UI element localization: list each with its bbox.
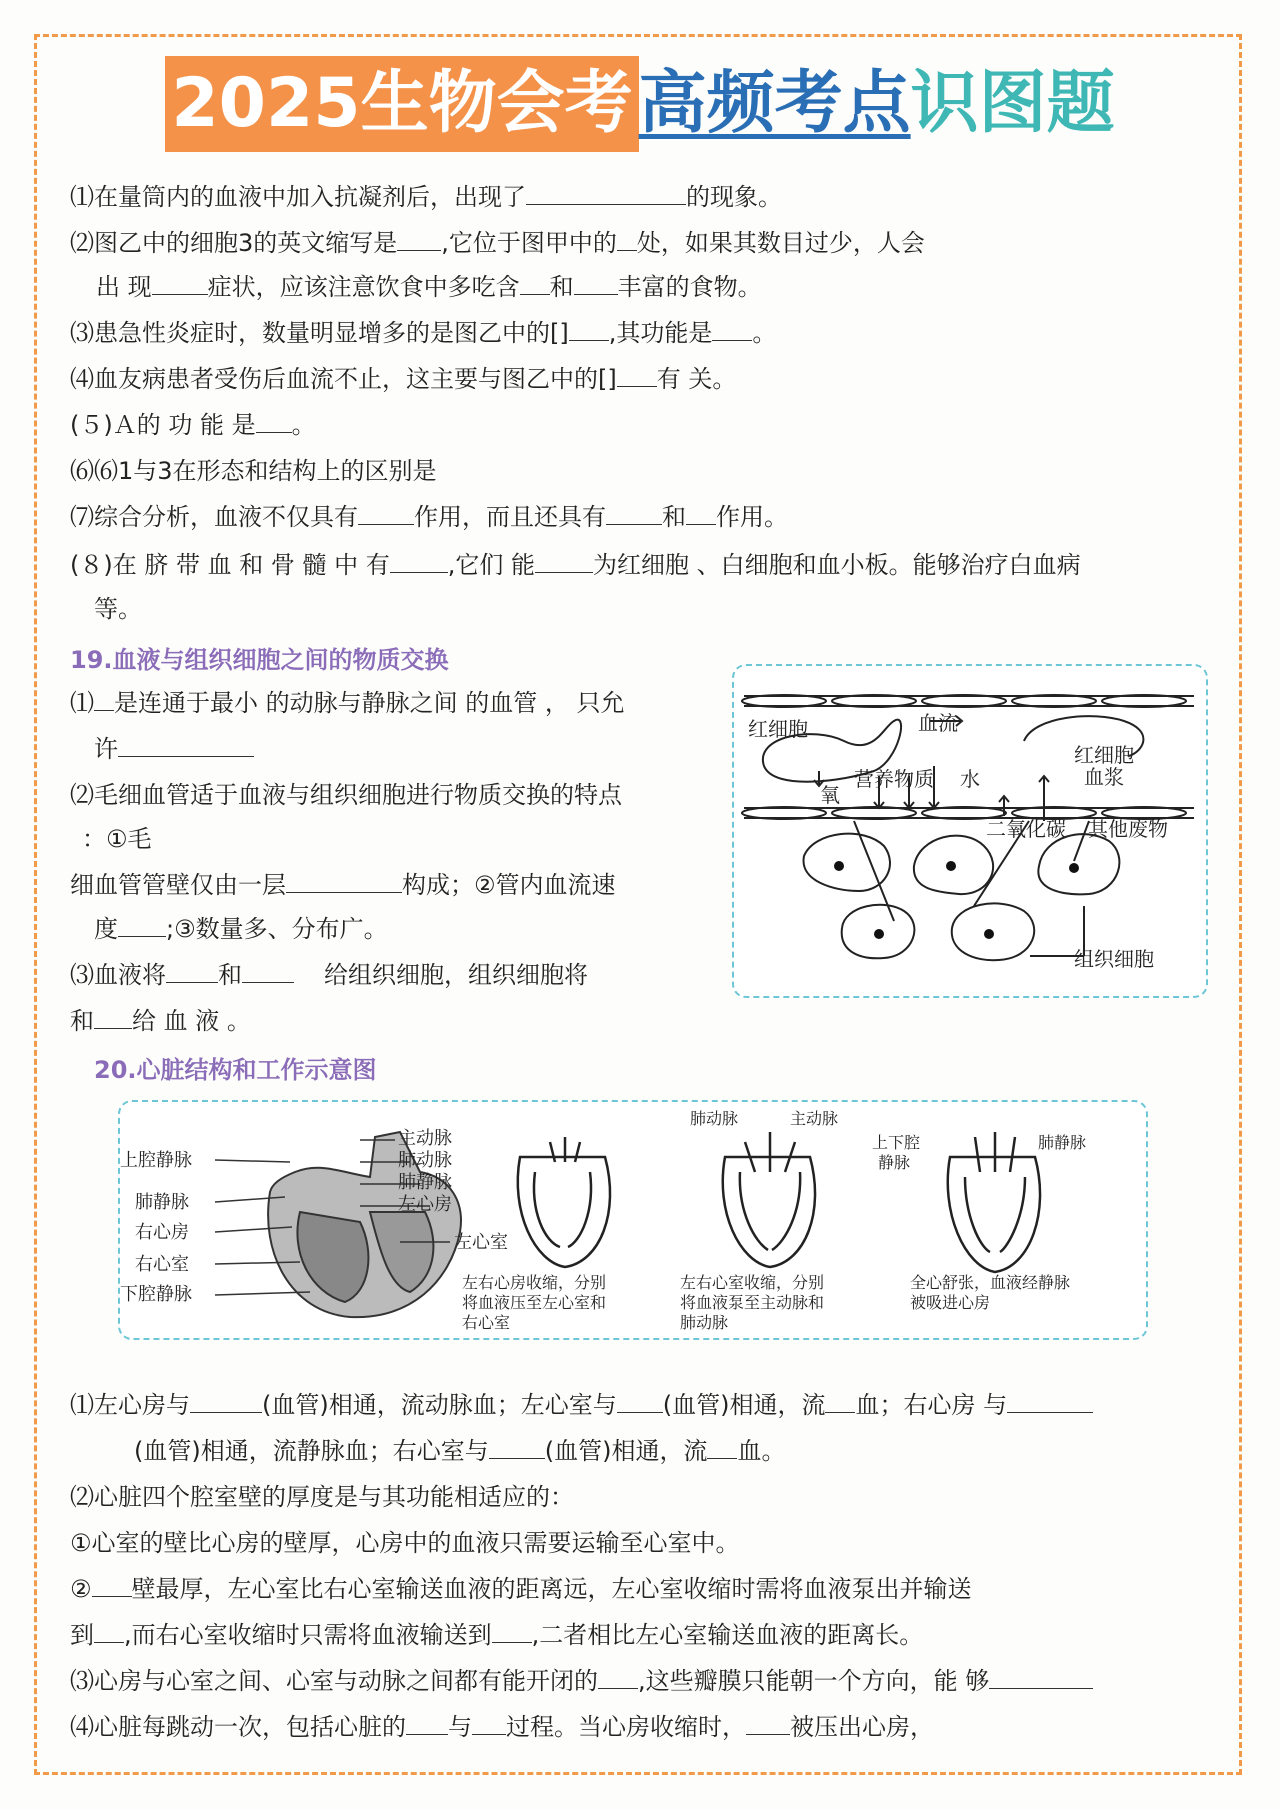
title-part1: 2025生物会考 xyxy=(165,56,638,152)
label-top-aorta: 主动脉 xyxy=(790,1109,839,1128)
q19-line8: 和 给 血 液 。 xyxy=(70,1007,251,1035)
label-top-vein: 静脉 xyxy=(878,1153,911,1172)
caption-1b: 将血液压至左心室和 xyxy=(462,1293,607,1312)
label-aorta: 主动脉 xyxy=(398,1128,452,1149)
label-top-pulm-vein: 肺静脉 xyxy=(1038,1133,1087,1152)
q1-line8: ⑺综合分析，血液不仅具有 作用，而且还具有 和 作用。 xyxy=(70,503,788,531)
label-left-ventricle: 左心室 xyxy=(454,1232,508,1253)
label-pulm-vein-left: 肺静脉 xyxy=(135,1192,189,1213)
q19-line6: 度 ;③数量多、分布广。 xyxy=(94,915,388,943)
label-top-vena-cava: 上下腔 xyxy=(872,1133,921,1152)
q19-line1: ⑴ 是连通于最小 的动脉与静脉之间 的血管 ， 只允 xyxy=(70,689,625,717)
label-pulm-vein-right: 肺静脉 xyxy=(398,1172,452,1193)
q1-line2: ⑵图乙中的细胞3的英文缩写是 ,它位于图甲中的 处，如果其数目过少，人会 xyxy=(70,229,925,257)
section-20-heading: 20.心脏结构和工作示意图 xyxy=(94,1056,377,1084)
label-red-cell: 红细胞 xyxy=(748,717,808,741)
label-right-atrium: 右心房 xyxy=(135,1222,189,1243)
q1-line5: ⑷血友病患者受伤后血流不止，这主要与图乙中的[] 有 关。 xyxy=(70,365,737,393)
label-plasma: 血浆 xyxy=(1084,765,1124,789)
section-19-heading: 19.血液与组织细胞之间的物质交换 xyxy=(70,646,449,674)
q20-line1: ⑴左心房与 (血管)相通，流动脉血；左心室与 (血管)相通，流 血；右心房 与 xyxy=(70,1388,1093,1422)
q1-line10: 等。 xyxy=(94,595,142,623)
caption-3a: 全心舒张，血液经静脉 xyxy=(910,1273,1071,1292)
label-water: 水 xyxy=(960,767,980,791)
q1-line3: 出 现 症状，应该注意饮食中多吃含 和 丰富的食物。 xyxy=(96,273,762,301)
label-waste: 其他废物 xyxy=(1088,817,1168,841)
label-right-ventricle: 右心室 xyxy=(135,1254,189,1275)
q19-line4: ：①毛 xyxy=(82,825,152,853)
title-part2: 高频考点 xyxy=(638,64,911,143)
label-oxygen: 氧 xyxy=(820,783,840,807)
caption-2b: 将血液泵至主动脉和 xyxy=(680,1293,825,1312)
label-blood-flow: 血流 xyxy=(918,711,958,735)
caption-1a: 左右心房收缩，分别 xyxy=(462,1273,607,1292)
label-ivc: 下腔静脉 xyxy=(120,1284,192,1305)
label-left-atrium: 左心房 xyxy=(398,1194,452,1215)
heart-structure-diagram xyxy=(118,1100,1148,1340)
title-part3: 识图题 xyxy=(910,64,1115,143)
capillary-exchange-diagram xyxy=(732,664,1208,998)
q1-line9: (８)在 脐 带 血 和 骨 髓 中 有 ,它们 能 为红细胞 、白细胞和血小板。能够治疗白血病 xyxy=(70,551,1081,579)
q19-line7: ⑶血液将 和 给组织细胞，组织细胞将 xyxy=(70,961,588,989)
q1-line6: (５)Ａ的 功 能 是 。 xyxy=(70,411,316,439)
q19-line2: 许 xyxy=(94,732,254,766)
q1-line1: ⑴在量筒内的血液中加入抗凝剂后，出现了 的现象。 xyxy=(70,183,782,211)
q20-line4: ①心室的壁比心房的壁厚，心房中的血液只需要运输至心室中。 xyxy=(70,1529,740,1557)
q1-line7: ⑹⑹1与3在形态和结构上的区别是 xyxy=(70,457,437,485)
caption-2a: 左右心室收缩，分别 xyxy=(680,1273,825,1292)
q20-line2: (血管)相通，流静脉血；右心室与 (血管)相通，流 血。 xyxy=(134,1437,786,1465)
q1-line4: ⑶患急性炎症时，数量明显增多的是图乙中的[] ,其功能是 。 xyxy=(70,319,777,347)
caption-1c: 右心室 xyxy=(462,1313,511,1332)
capillary-exchange-drawing xyxy=(734,666,1206,996)
caption-3b: 被吸进心房 xyxy=(910,1293,991,1312)
label-red-cell-2: 红细胞 xyxy=(1074,743,1134,767)
label-top-pulm-artery: 肺动脉 xyxy=(690,1109,739,1128)
q19-line5: 细血管管壁仅由一层 构成；②管内血流速 xyxy=(70,871,616,899)
q20-line8: ⑷心脏每跳动一次，包括心脏的 与 过程。当心房收缩时， 被压出心房， xyxy=(70,1713,934,1741)
page-title xyxy=(0,56,1280,152)
label-nutrients: 营养物质 xyxy=(854,767,934,791)
q20-line3: ⑵心脏四个腔室壁的厚度是与其功能相适应的： xyxy=(70,1483,574,1511)
label-co2: 二氧化碳 xyxy=(986,817,1066,841)
q20-line7: ⑶心房与心室之间、心室与动脉之间都有能开闭的 ,这些瓣膜只能朝一个方向，能 够 xyxy=(70,1664,1093,1698)
q19-line3: ⑵毛细血管适于血液与组织细胞进行物质交换的特点 xyxy=(70,781,622,809)
q20-line6: 到 ,而右心室收缩时只需将血液输送到 ,二者相比左心室输送血液的距离长。 xyxy=(70,1621,924,1649)
heart-structure-drawing xyxy=(120,1102,1146,1338)
caption-2c: 肺动脉 xyxy=(680,1313,729,1332)
label-pulm-artery: 肺动脉 xyxy=(398,1150,452,1171)
label-svc: 上腔静脉 xyxy=(120,1150,192,1171)
label-tissue-cell: 组织细胞 xyxy=(1074,947,1154,971)
q20-line5: ② 壁最厚，左心室比右心室输送血液的距离远，左心室收缩时需将血液泵出并输送 xyxy=(70,1575,972,1603)
